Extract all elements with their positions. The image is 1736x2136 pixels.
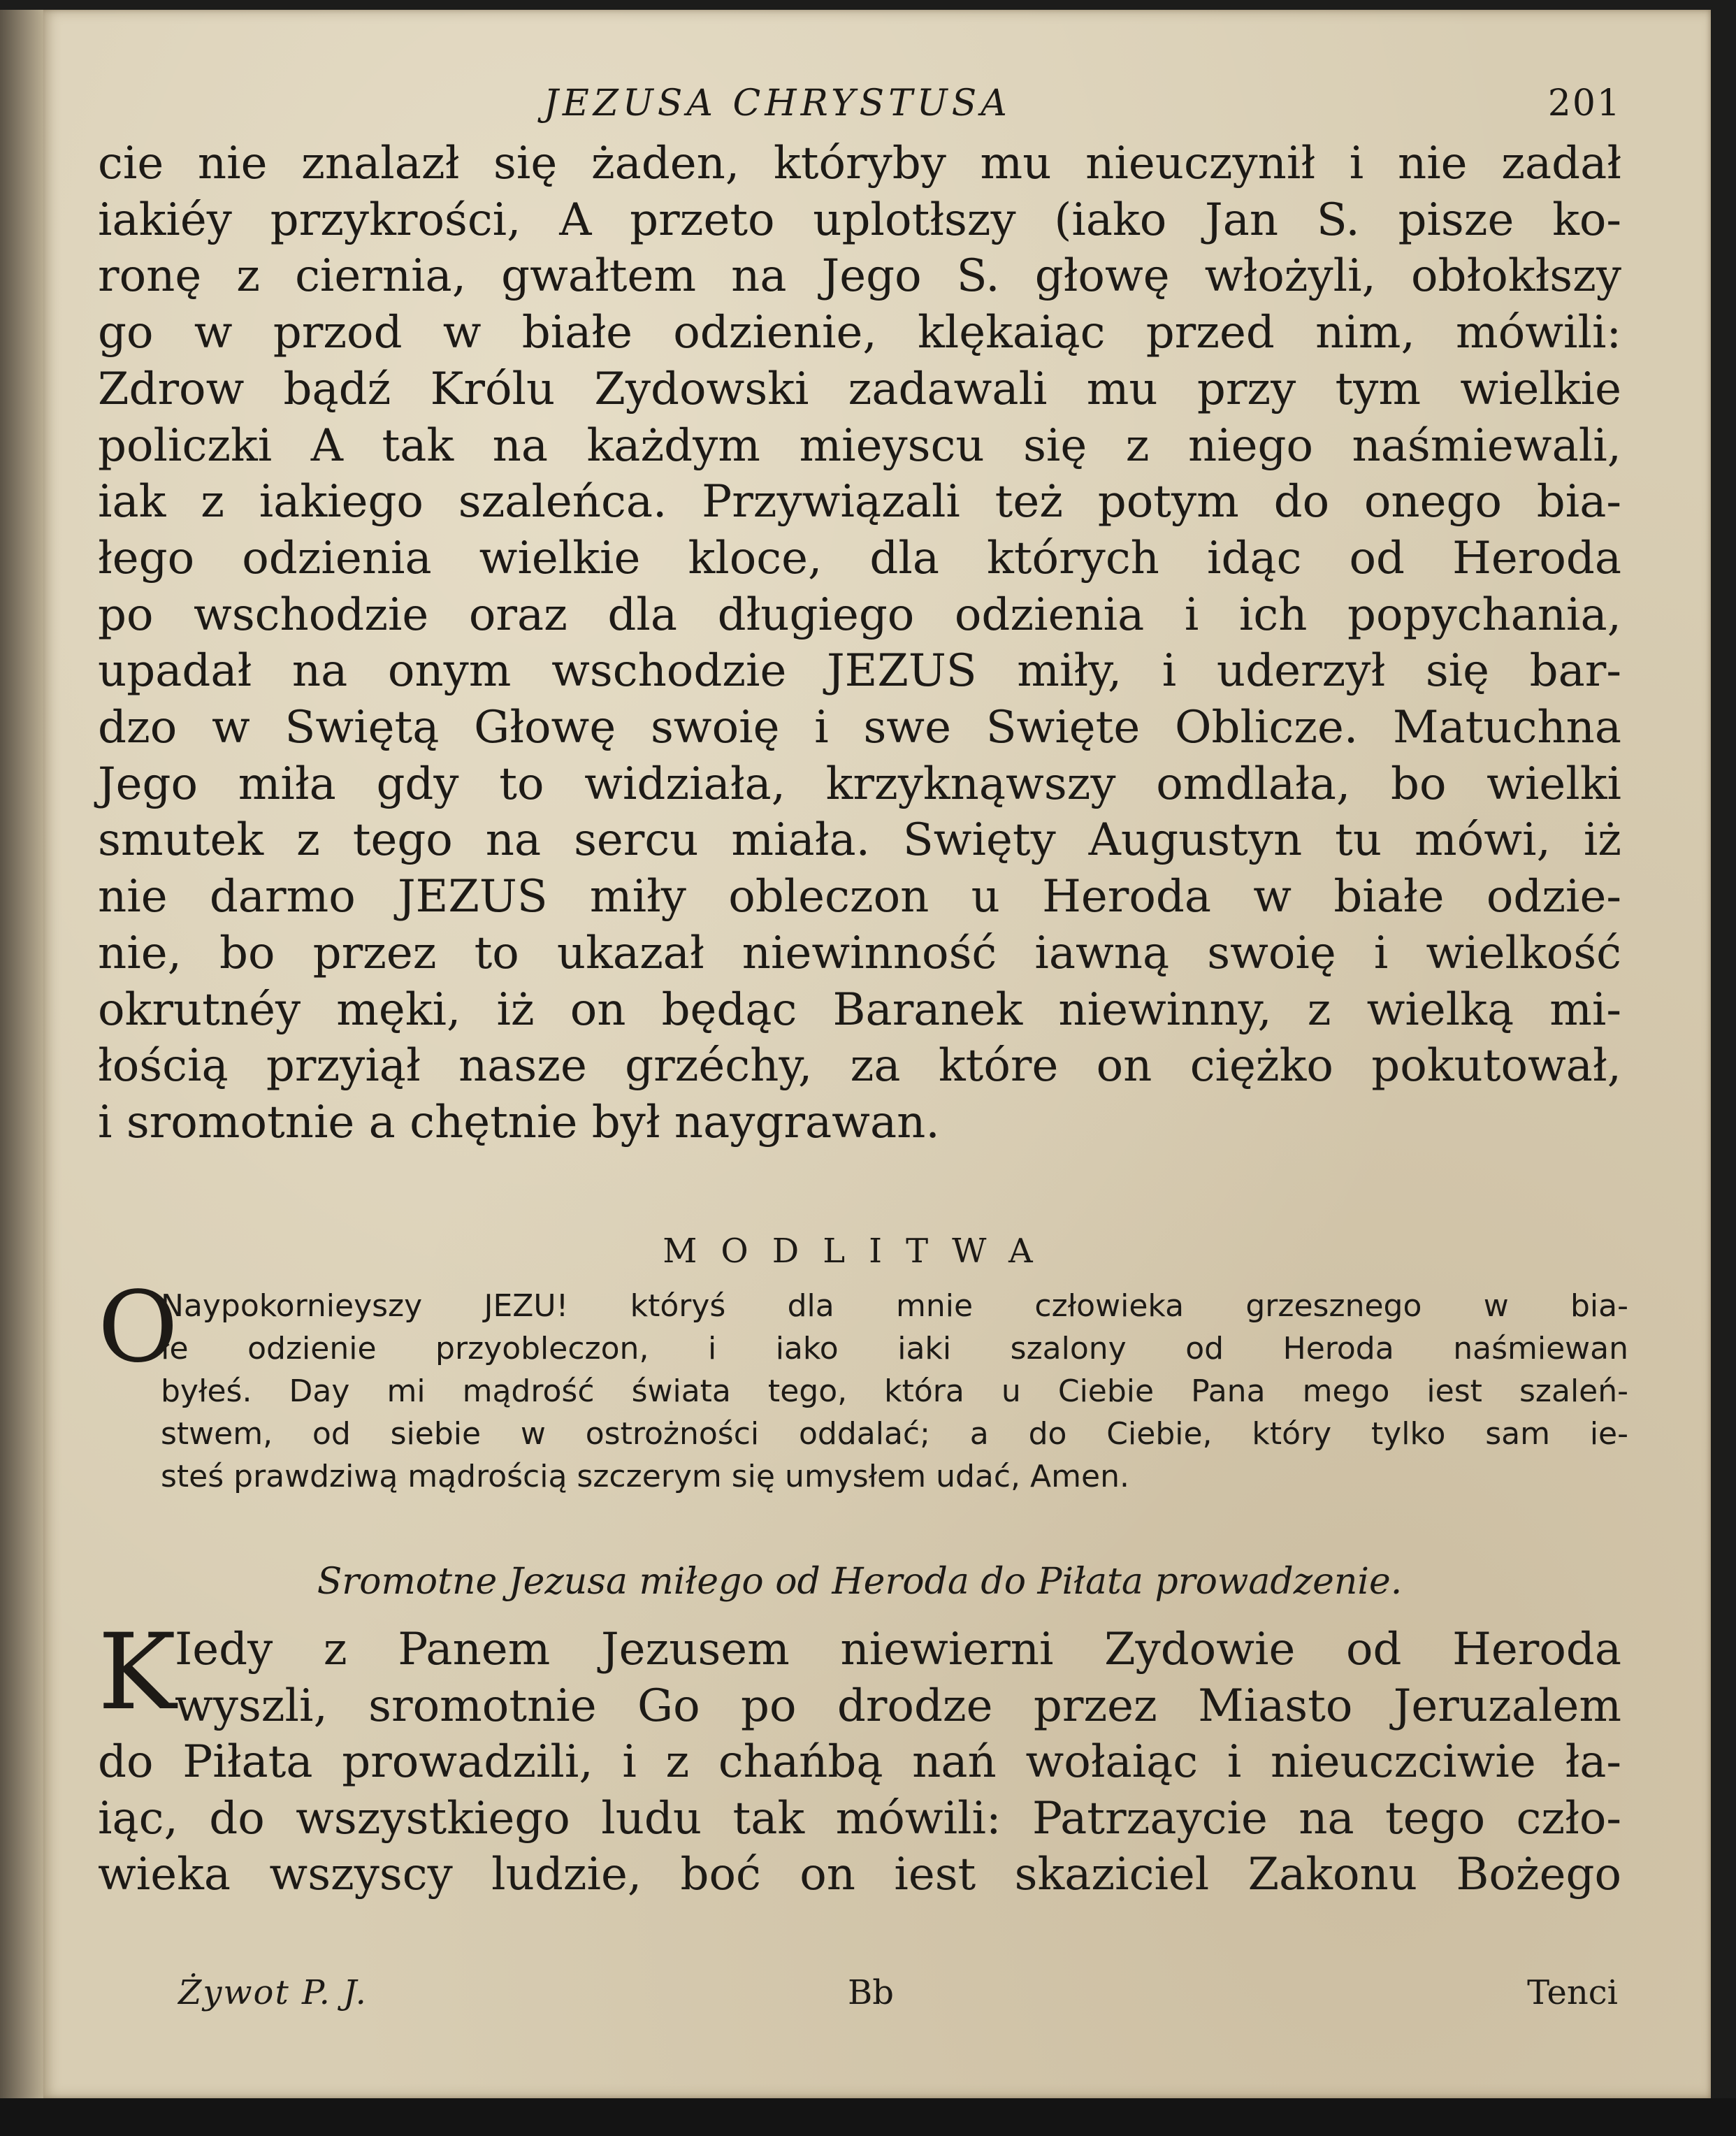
text-line: ronę z ciernia, gwałtem na Jego S. głowę włożyli, obłokłszy [98, 250, 1621, 303]
text-line: nie darmo JEZUS miły obleczon u Heroda w białe odzie- [98, 871, 1621, 923]
section-line: wieka wszyscy ludzie, boć on iest skaziciel Zakonu Bożego [98, 1849, 1621, 1900]
section-heading: Sromotne Jezusa miłego od Heroda do Piłata prowadzenie. [317, 1561, 1403, 1603]
prayer-text [161, 1285, 1628, 1498]
text-line: Zdrow bądź Królu Zydowski zadawali mu przy tym wielkie [98, 363, 1621, 415]
text-line: policzki A tak na każdym mieyscu się z niego naśmiewali, [98, 419, 1621, 472]
text-line: iakiéy przykrości, A przeto uplotłszy (iako Jan S. pisze ko- [98, 194, 1621, 246]
page-footer [178, 1968, 1618, 2017]
text-line: dzo w Swiętą Głowę swoię i swe Swięte Oblicze. Matuchna [98, 702, 1621, 754]
text-line: łością przyiął nasze grzéchy, za które on ciężko pokutował, [98, 1040, 1621, 1092]
prayer-line: steś prawdziwą mądrością szczerym się umysłem udać, Amen. [161, 1459, 1129, 1494]
text-line: i sromotnie a chętnie był naygrawan. [98, 1096, 940, 1148]
text-line: okrutnéy męki, iż on będąc Baranek niewinny, z wielką mi- [98, 983, 1621, 1036]
prayer-initial: O [98, 1271, 178, 1385]
section-line: do Piłata prowadzili, i z chańbą nań wołaiąc i nieuczciwie ła- [98, 1736, 1621, 1788]
main-text [98, 136, 1621, 1151]
section-line: Iedy z Panem Jezusem niewierni Zydowie od Heroda [175, 1624, 1621, 1675]
book-gutter [0, 10, 43, 2098]
prayer-heading: MODLITWA [663, 1232, 1057, 1271]
text-line: upadał na onym wschodzie JEZUS miły, i uderzył się bar- [98, 645, 1621, 698]
text-line: go w przod w białe odzienie, klękaiąc przed nim, mówili: [98, 307, 1621, 359]
prayer-line: łe odzienie przyobleczon, i iako iaki szalony od Heroda naśmiewan [161, 1331, 1628, 1366]
text-line: smutek z tego na sercu miała. Swięty Augustyn tu mówi, iż [98, 814, 1621, 867]
text-line: nie, bo przez to ukazał niewinność iawną swoię i wielkość [98, 927, 1621, 979]
catchword: Tenci [1527, 1973, 1618, 2012]
text-line: cie nie znalazł się żaden, któryby mu nieuczynił i nie zadał [98, 138, 1621, 189]
section-initial: K [98, 1612, 177, 1733]
running-title: JEZUSA CHRYSTUSA [544, 82, 1011, 124]
signature-mark: Bb [848, 1973, 894, 2012]
page-number: 201 [1547, 82, 1621, 124]
section-line: iąc, do wszystkiego ludu tak mówili: Patrzaycie na tego czło- [98, 1792, 1621, 1845]
section-text [98, 1612, 1621, 1903]
scan-bottom-border [0, 2098, 1736, 2136]
page-header [98, 75, 1621, 131]
footer-title: Żywot P. J. [178, 1973, 368, 2012]
prayer-line: Naypokornieyszy JEZU! któryś dla mnie człowieka grzesznego w bia- [161, 1288, 1628, 1324]
text-line: po wschodzie oraz dla długiego odzienia i ich popychania, [98, 589, 1621, 641]
text-line: Jego miła gdy to widziała, krzyknąwszy omdlała, bo wielki [98, 758, 1621, 810]
text-line: łego odzienia wielkie kloce, dla których idąc od Heroda [98, 532, 1621, 584]
prayer-line: byłeś. Day mi mądrość świata tego, która u Ciebie Pana mego iest szaleń- [161, 1373, 1628, 1409]
text-line: iak z iakiego szaleńca. Przywiązali też potym do onego bia- [98, 476, 1621, 528]
section-line: wyszli, sromotnie Go po drodze przez Miasto Jeruzalem [175, 1680, 1621, 1732]
prayer-line: stwem, od siebie w ostrożności oddalać; a do Ciebie, który tylko sam ie- [161, 1416, 1628, 1452]
